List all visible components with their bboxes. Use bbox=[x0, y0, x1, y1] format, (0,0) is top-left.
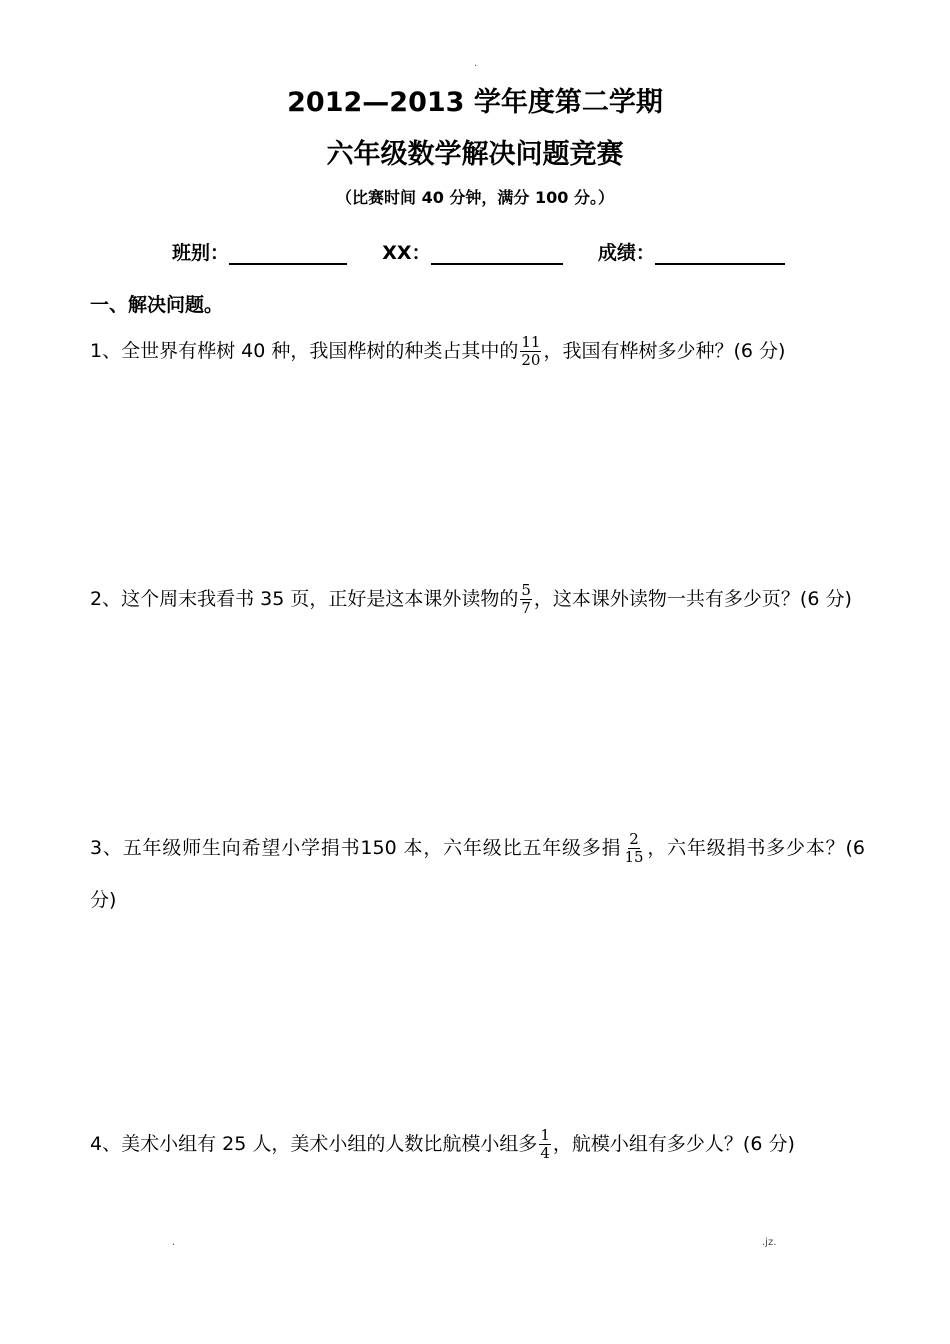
fraction-denominator: 4 bbox=[540, 1144, 550, 1162]
fraction-denominator: 20 bbox=[521, 351, 541, 369]
question-text-end: ，六年级捐书多少本？(6 分) bbox=[90, 837, 865, 911]
name-label: XX： bbox=[382, 242, 431, 264]
fraction bbox=[539, 1127, 551, 1162]
footer-right-mark: .jz. bbox=[762, 1237, 777, 1248]
score-blank[interactable] bbox=[655, 243, 785, 265]
name-blank[interactable] bbox=[431, 243, 563, 265]
question-4 bbox=[90, 1118, 865, 1170]
fraction bbox=[623, 831, 644, 866]
title-line-2: 六年级数学解决问题竞赛 bbox=[326, 139, 624, 170]
top-dot: . bbox=[474, 58, 478, 69]
question-2 bbox=[90, 573, 865, 625]
fraction-numerator: 5 bbox=[521, 581, 531, 599]
fraction bbox=[520, 334, 541, 369]
question-text: 1、全世界有桦树 40 种，我国桦树的种类占其中的 bbox=[90, 340, 519, 362]
class-label: 班别： bbox=[172, 242, 230, 264]
class-blank[interactable] bbox=[229, 243, 347, 265]
student-info-row bbox=[172, 238, 785, 265]
question-text-end: ，我国有桦树多少种？(6 分) bbox=[543, 340, 786, 362]
question-text: 2、这个周末我看书 35 页，正好是这本课外读物的 bbox=[90, 588, 519, 610]
question-text: 4、美术小组有 25 人，美术小组的人数比航模小组多 bbox=[90, 1133, 538, 1155]
subtitle: （比赛时间 40 分钟，满分 100 分。） bbox=[336, 188, 614, 207]
question-1 bbox=[90, 325, 865, 377]
fraction-numerator: 11 bbox=[521, 333, 541, 351]
fraction bbox=[520, 582, 532, 617]
section-title: 一、解决问题。 bbox=[90, 294, 224, 316]
fraction-numerator: 2 bbox=[629, 830, 639, 848]
title-line-1: 2012—2013 学年度第二学期 bbox=[287, 87, 663, 118]
question-3 bbox=[90, 822, 865, 926]
score-label: 成绩： bbox=[597, 242, 655, 264]
question-text: 3、五年级师生向希望小学捐书150 本，六年级比五年级多捐 bbox=[90, 837, 622, 859]
footer-left-mark: . bbox=[172, 1237, 176, 1248]
question-text-end: ，航模小组有多少人？(6 分) bbox=[552, 1133, 795, 1155]
fraction-numerator: 1 bbox=[540, 1126, 550, 1144]
question-text-end: ，这本课外读物一共有多少页？(6 分) bbox=[533, 588, 852, 610]
fraction-denominator: 7 bbox=[521, 599, 531, 617]
fraction-denominator: 15 bbox=[624, 848, 644, 866]
